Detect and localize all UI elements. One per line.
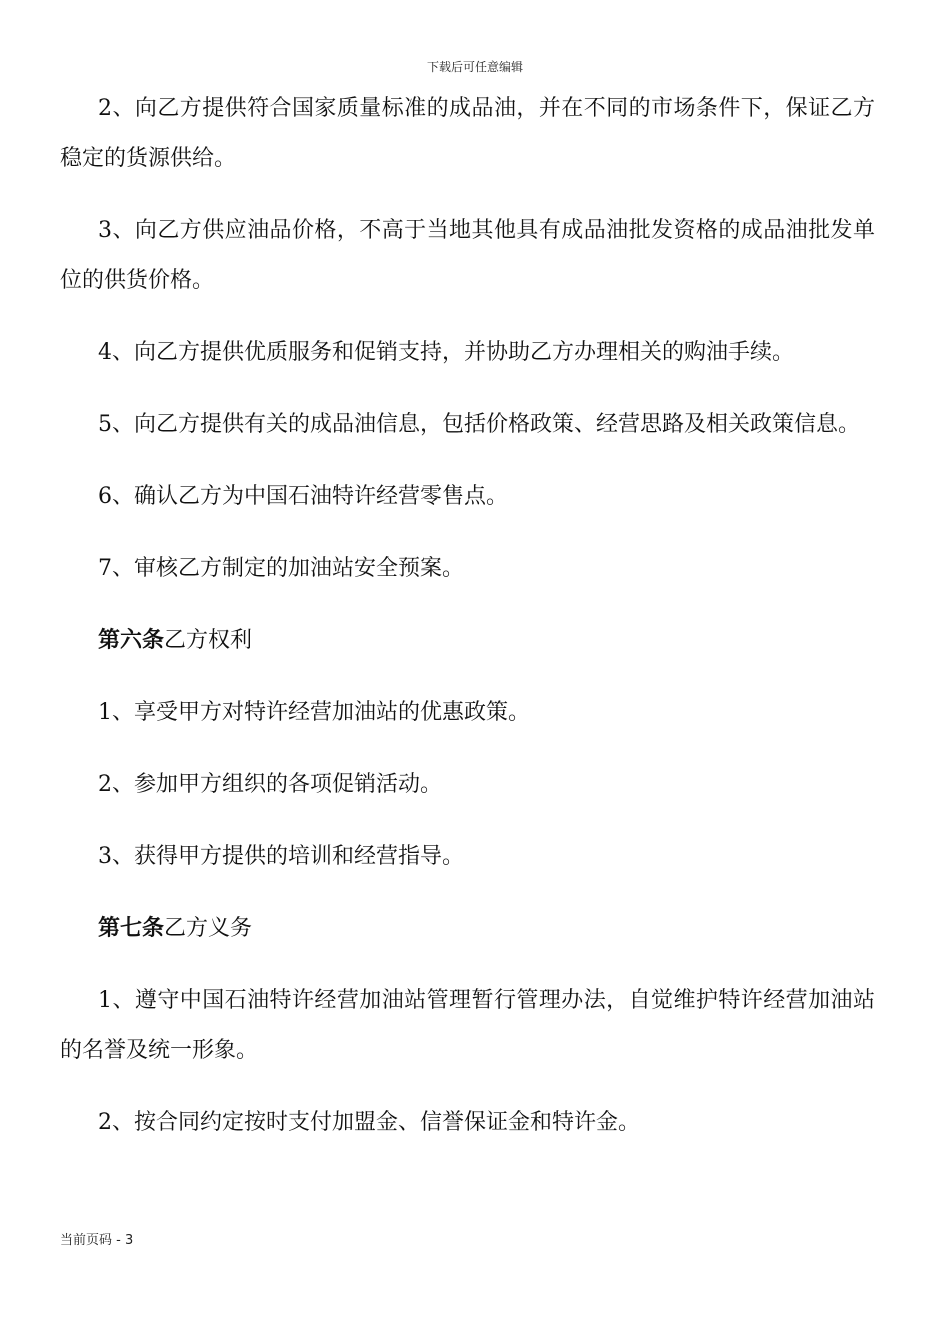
page-number: 当前页码 - 3 bbox=[60, 1233, 134, 1248]
header-note: 下载后可任意编辑 bbox=[426, 60, 523, 74]
paragraph-obligation-3: 3、向乙方供应油品价格，不高于当地其他具有成品油批发资格的成品油批发单位的供货价格。 bbox=[60, 218, 875, 293]
paragraph-right-3: 3、获得甲方提供的培训和经营指导。 bbox=[98, 844, 464, 869]
article-7-label: 第七条 bbox=[98, 916, 165, 941]
paragraph-duty-2: 2、按合同约定按时支付加盟金、信誉保证金和特许金。 bbox=[98, 1110, 640, 1135]
paragraph-obligation-5: 5、向乙方提供有关的成品油信息，包括价格政策、经营思路及相关政策信息。 bbox=[98, 412, 860, 437]
article-6-title: 乙方权利 bbox=[164, 628, 253, 653]
paragraph-right-2: 2、参加甲方组织的各项促销活动。 bbox=[98, 772, 442, 797]
article-6-label: 第六条 bbox=[98, 628, 165, 653]
paragraph-obligation-6: 6、确认乙方为中国石油特许经营零售点。 bbox=[98, 484, 508, 509]
paragraph-duty-1: 1、遵守中国石油特许经营加油站管理暂行管理办法，自觉维护特许经营加油站的名誉及统一形象。 bbox=[60, 988, 875, 1063]
article-6-heading bbox=[60, 616, 875, 666]
paragraph-obligation-2: 2、向乙方提供符合国家质量标准的成品油，并在不同的市场条件下，保证乙方稳定的货源供给。 bbox=[60, 96, 875, 171]
paragraph-obligation-7: 7、审核乙方制定的加油站安全预案。 bbox=[98, 556, 464, 581]
article-7-title: 乙方义务 bbox=[164, 916, 253, 941]
article-7-heading bbox=[60, 904, 875, 954]
paragraph-right-1: 1、享受甲方对特许经营加油站的优惠政策。 bbox=[98, 700, 530, 725]
paragraph-obligation-4: 4、向乙方提供优质服务和促销支持，并协助乙方办理相关的购油手续。 bbox=[98, 340, 794, 365]
document-body bbox=[60, 84, 875, 1170]
